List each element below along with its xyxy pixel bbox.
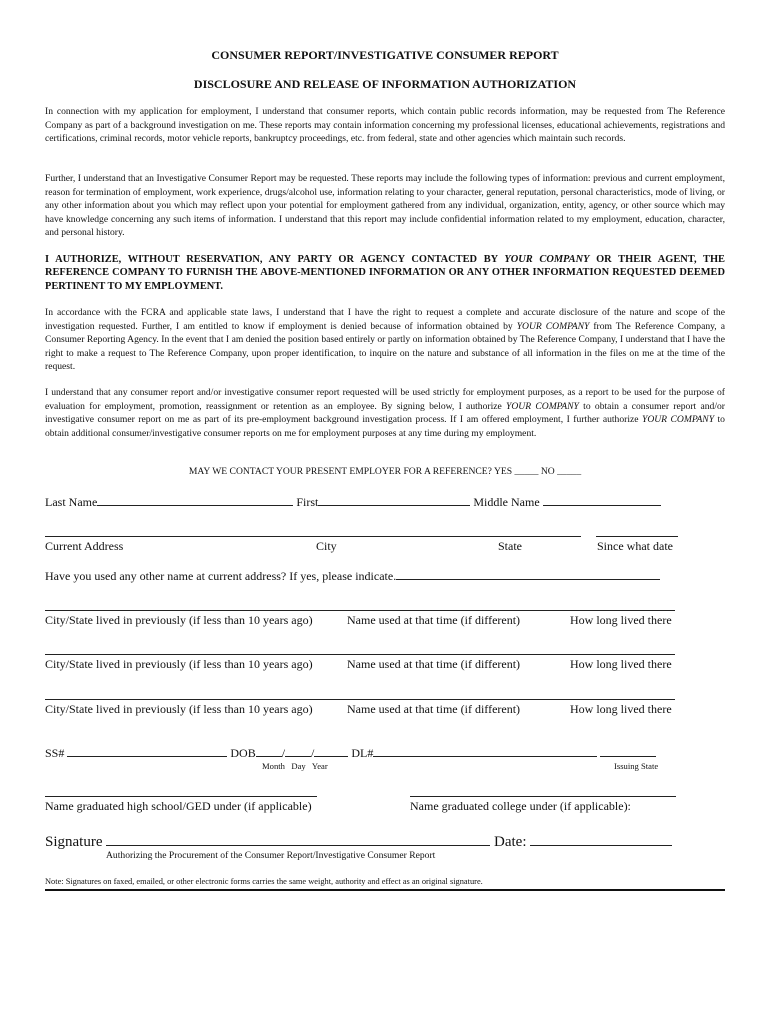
ss-label: SS# [45,746,65,760]
high-school-field[interactable] [45,796,317,797]
issuing-state-field[interactable] [600,745,656,757]
prev-city-label-3: City/State lived in previously (if less than 10 years ago) [45,702,313,716]
form-subtitle: DISCLOSURE AND RELEASE OF INFORMATION AUTHORIZATION [193,77,577,91]
current-address-field[interactable] [45,536,581,537]
signature-row [45,832,672,851]
paragraph-fcra: In accordance with the FCRA and applicable state laws, I understand that I have the right to request a complete and accurate disclosure of the nature and scope of the investigation requested. Further, I am entitled to know if employment is denied because of information obtained by YOUR COMPANY from The Reference Company, a Consumer Reporting Agency. In the event that I am denied the position based entirely or partly on information obtained by The Reference Company, I understand that I have the right to make a request to The Reference Company, upon proper identification, to inquire on the nature and substance of all information in the files on me at the time of the request. [45,307,725,373]
middle-name-field[interactable] [543,494,661,506]
previous-address-field-3[interactable] [45,699,675,700]
paragraph-consumer-reports: In connection with my application for employment, I understand that consumer reports, which contain public records information, may be requested from The Reference Company as part of a background investigation on me. These reports may contain information concerning my professional licenses, educational achievements, registrations and certifications, criminal records, motor vehicle reports, bankruptcy proceedings, etc. from federal, state and other agencies which maintain such records. [45,106,725,145]
dob-year-field[interactable] [314,745,348,757]
high-school-label: Name graduated high school/GED under (if applicable) [45,799,312,813]
previous-address-field-2[interactable] [45,654,675,655]
signature-label: Signature [45,834,103,850]
prev-howlong-label-2: How long lived there [570,657,672,671]
prev-howlong-label-3: How long lived there [570,702,672,716]
city-label: City [316,539,337,553]
ss-field[interactable] [67,745,227,757]
dob-caption: Month Day Year [262,761,328,771]
issuing-state-label: Issuing State [614,761,659,771]
paragraph-use: I understand that any consumer report and/or investigative consumer report requested will be used strictly for employment purposes, as a report to be used for the purpose of evaluation for employment, promotion, reassignment or retention as an employee. By signing below, I authorize YOUR COMPANY to obtain a consumer report and/or investigative consumer report on me as part of its pre-employment background investigation process. If I am offered employment, I further authorize YOUR COMPANY to obtain additional consumer/investigative consumer reports on me for employment purposes at any time during my employment. [45,387,725,439]
state-label: State [498,539,522,553]
college-field[interactable] [410,796,676,797]
middle-name-label: Middle Name [473,495,540,509]
prev-name-label-1: Name used at that time (if different) [347,613,521,627]
prev-name-label-3: Name used at that time (if different) [347,702,521,716]
college-label: Name graduated college under (if applicable): [410,799,631,813]
previous-address-field-1[interactable] [45,610,675,611]
name-row [45,494,661,510]
first-name-field[interactable] [318,494,470,506]
dob-month-field[interactable] [256,745,282,757]
form-title: CONSUMER REPORT/INVESTIGATIVE CONSUMER REPORT [211,48,559,62]
dob-label: DOB [230,746,256,760]
dl-field[interactable] [373,745,597,757]
contact-employer-question[interactable]: MAY WE CONTACT YOUR PRESENT EMPLOYER FOR A REFERENCE? YES _____ NO _____ [188,466,582,477]
id-row: SS# DOB / / DL# [45,745,656,761]
paragraph-authorization: I AUTHORIZE, WITHOUT RESERVATION, ANY PARTY OR AGENCY CONTACTED BY YOUR COMPANY OR THEIR AGENT, THE REFERENCE COMPANY TO FURNISH THE ABOVE-MENTIONED INFORMATION OR ANY OTHER INFORMATION REQUESTED DEEMED PERTINENT TO MY EMPLOYMENT. [45,254,725,292]
signature-caption: Authorizing the Procurement of the Consumer Report/Investigative Consumer Report [106,850,436,861]
signature-field[interactable] [106,832,490,846]
current-address-label: Current Address [45,539,124,553]
since-date-field[interactable] [596,536,678,537]
last-name-field[interactable] [97,494,293,506]
dl-label: DL# [351,746,374,760]
paragraph-investigative-report: Further, I understand that an Investigative Consumer Report may be requested. These reports may include the following types of information: previous and current employment, reason for termination of employment, work experience, drugs/alcohol use, information relating to your character, general reputation, personal characteristics, mode of living, or any other information about you which may reflect upon your potential for employment gathered from any individual, organization, entity, agency, or other source which may have knowledge concerning any such items of information. I understand that this report may include confidential information related to my employment, education, character, and personal history. [45,173,725,239]
prev-city-label-1: City/State lived in previously (if less than 10 years ago) [45,613,313,627]
prev-howlong-label-1: How long lived there [570,613,672,627]
since-date-label: Since what date [597,539,673,553]
dob-day-field[interactable] [285,745,311,757]
other-name-question: Have you used any other name at current address? If yes, please indicate. [45,568,660,584]
note-text: Note: Signatures on faxed, emailed, or other electronic forms carries the same weight, authority and effect as an original signature. [45,877,483,886]
date-label: Date: [494,834,527,850]
date-field[interactable] [530,832,672,846]
bottom-rule [45,889,725,891]
last-name-label: Last Name [45,495,98,509]
first-name-label: First [296,495,319,509]
prev-name-label-2: Name used at that time (if different) [347,657,521,671]
prev-city-label-2: City/State lived in previously (if less than 10 years ago) [45,657,313,671]
other-name-field[interactable] [396,568,660,580]
